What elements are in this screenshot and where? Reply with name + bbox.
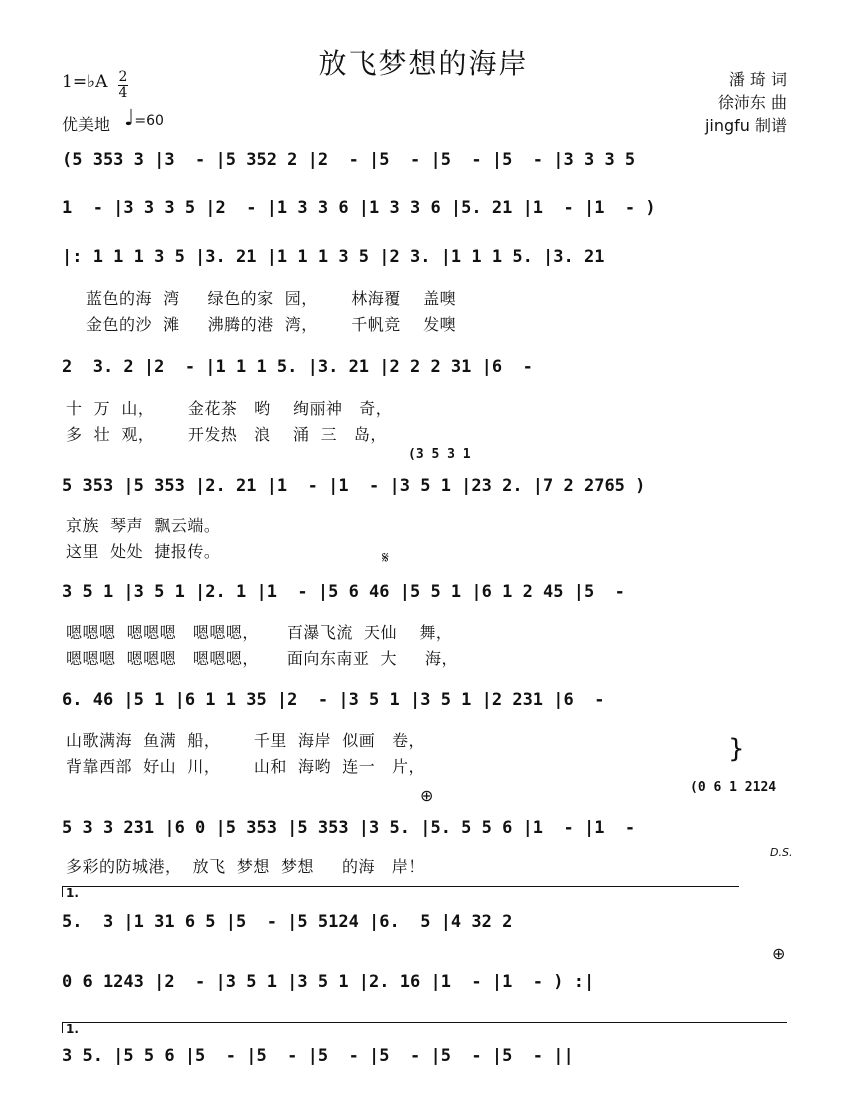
composer: 徐沛东 曲 bbox=[717, 93, 787, 112]
song-title: 放飞梦想的海岸 bbox=[318, 47, 529, 80]
tempo-mark bbox=[124, 106, 164, 131]
tempo-value: =60 bbox=[134, 113, 164, 129]
ending-bracket-1 bbox=[62, 886, 739, 897]
staff-line-10 bbox=[62, 972, 786, 998]
staff-line-2 bbox=[62, 198, 786, 224]
lyric-refrain2-line1: 嗯嗯嗯 嗯嗯嗯 嗯嗯嗯， 面向东南亚 大 海， bbox=[66, 649, 458, 668]
lyric-refrain2-line2: 背靠西部 好山 川， 山和 海哟 连一 片， bbox=[66, 757, 425, 776]
notation-row: 5 353 |5 353 |2. 21 |1 - |1 - |3 5 1 |23 2. |7 2 2765 ) bbox=[62, 476, 646, 496]
lyric-verse2-line1: 金色的沙 滩 沸腾的港 湾， 千帆竞 发噢 bbox=[86, 315, 457, 334]
segno-icon: 𝄋 bbox=[382, 548, 389, 567]
notation-row: 2 3. 2 |2 - |1 1 1 5. |3. 21 |2 2 2 31 |6 - bbox=[62, 357, 533, 377]
meter-bottom: 4 bbox=[118, 85, 128, 101]
lyric-refrain1-line1: 嗯嗯嗯 嗯嗯嗯 嗯嗯嗯， 百瀑飞流 天仙 舞， bbox=[66, 623, 453, 642]
lyric-verse1-line2: 十 万 山， 金花茶 哟 绚丽神 奇， bbox=[66, 399, 393, 418]
meter-top: 2 bbox=[118, 69, 128, 85]
lyricist: 潘 琦 词 bbox=[728, 70, 787, 89]
ending-bracket-2 bbox=[62, 1022, 787, 1033]
notation-row: 3 5. |5 5 6 |5 - |5 - |5 - |5 - |5 - |5 - || bbox=[62, 1046, 574, 1066]
staff-line-6 bbox=[62, 582, 786, 608]
key-signature: 1=♭A bbox=[62, 72, 108, 92]
credits bbox=[705, 68, 787, 137]
time-signature bbox=[118, 70, 128, 101]
lyric-verse1-line1: 蓝色的海 湾 绿色的家 园， 林海覆 盖噢 bbox=[86, 289, 457, 308]
expression-mark: 优美地 bbox=[62, 115, 111, 134]
notation-row: 0 6 1243 |2 - |3 5 1 |3 5 1 |2. 16 |1 - |1 - ) :| bbox=[62, 972, 595, 992]
notation-row: 3 5 1 |3 5 1 |2. 1 |1 - |5 6 46 |5 5 1 |6 1 2 45 |5 - bbox=[62, 582, 625, 602]
staff-line-11 bbox=[62, 1046, 786, 1072]
staff-line-5 bbox=[62, 476, 786, 502]
notation-row: 6. 46 |5 1 |6 1 1 35 |2 - |3 5 1 |3 5 1 |2 231 |6 - bbox=[62, 690, 605, 710]
notation-row: 5. 3 |1 31 6 5 |5 - |5 5124 |6. 5 |4 32 2 bbox=[62, 912, 513, 932]
ending-label-1: 1. bbox=[66, 886, 79, 900]
coda-icon: ⊕ bbox=[420, 786, 434, 805]
quarter-note-icon: ♩ bbox=[124, 106, 135, 131]
lyric-verse1-line3: 京族 琴声 飘云端。 bbox=[66, 516, 221, 535]
staff-line-3 bbox=[62, 247, 786, 273]
notation-row: 5 3 3 231 |6 0 |5 353 |5 353 |3 5. |5. 5 5 6 |1 - |1 - bbox=[62, 818, 636, 838]
brace-icon: } bbox=[728, 734, 745, 764]
notation-row: |: 1 1 1 3 5 |3. 21 |1 1 1 3 5 |2 3. |1 1 1 5. |3. 21 bbox=[62, 247, 605, 267]
aside-notation-1: (3 5 3 1 bbox=[408, 447, 471, 462]
arranger: jingfu 制谱 bbox=[704, 116, 787, 135]
aside-notation-2: (0 6 1 2124 bbox=[690, 780, 777, 795]
lyric-verse2-line2: 多 壮 观， 开发热 浪 涌 三 岛， bbox=[66, 425, 387, 444]
lyric-final-line: 多彩的防城港， 放飞 梦想 梦想 的海 岸！ bbox=[66, 857, 425, 876]
staff-line-9 bbox=[62, 912, 786, 938]
staff-line-4 bbox=[62, 357, 786, 383]
ending-label-2: 1. bbox=[66, 1022, 79, 1036]
notation-row: (5 353 3 |3 - |5 352 2 |2 - |5 - |5 - |5 - |3 3 3 5 bbox=[62, 150, 636, 170]
lyric-refrain1-line2: 山歌满海 鱼满 船， 千里 海岸 似画 卷， bbox=[66, 731, 425, 750]
staff-line-8 bbox=[62, 818, 786, 844]
ds-mark: D.S. bbox=[770, 846, 793, 859]
staff-line-7 bbox=[62, 690, 786, 716]
notation-row: 1 - |3 3 3 5 |2 - |1 3 3 6 |1 3 3 6 |5. 21 |1 - |1 - ) bbox=[62, 198, 656, 218]
lyric-verse2-line3: 这里 处处 捷报传。 bbox=[66, 542, 221, 561]
staff-line-1 bbox=[62, 150, 786, 176]
coda-icon: ⊕ bbox=[772, 944, 786, 963]
